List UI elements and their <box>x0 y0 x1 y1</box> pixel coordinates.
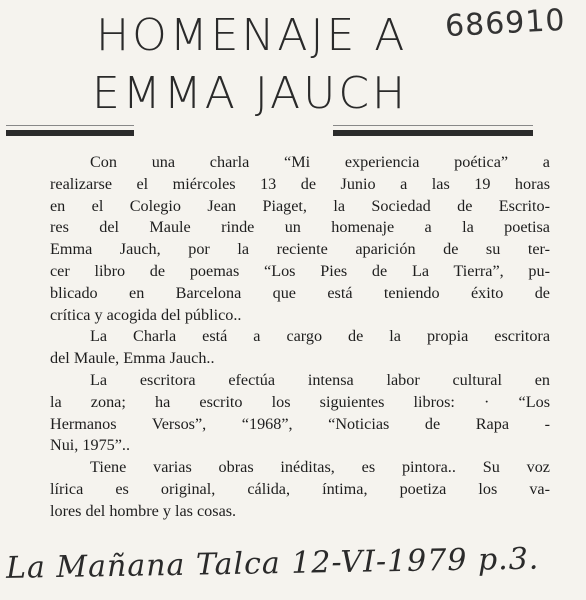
article-line: crítica y acogida del público.. <box>50 305 242 324</box>
article-line: blicado en Barcelona que está teniendo éxito de <box>50 283 550 302</box>
article-line: cer libro de poemas “Los Pies de La Tierra”, pu- <box>50 261 550 280</box>
handwritten-catalog-number: 686910 <box>444 2 567 45</box>
divider-left <box>6 130 134 136</box>
article-line: lírica es original, cálida, íntima, poetiza los va- <box>50 479 550 498</box>
article-line: res del Maule rinde un homenaje a la poetisa <box>50 218 550 237</box>
article-line: del Maule, Emma Jauch.. <box>50 349 215 368</box>
article-line: La Charla está a cargo de la propia escritora <box>90 327 550 346</box>
article-line: Hermanos Versos”, “1968”, “Noticias de Rapa - <box>50 414 550 433</box>
article-line: realizarse el miércoles 13 de Junio a las 19 horas <box>50 174 550 193</box>
article-body <box>50 152 550 523</box>
divider-right <box>333 130 533 136</box>
headline-line-1: HOMENAJE A <box>96 10 408 61</box>
article-line: Tiene varias obras inéditas, es pintora.. Su voz <box>90 458 550 477</box>
article-line: la zona; ha escrito los siguientes libros: · “Los <box>50 392 550 411</box>
article-line: Nui, 1975”.. <box>50 436 131 455</box>
article-line: lores del hombre y las cosas. <box>50 501 237 520</box>
article-line: La escritora efectúa intensa labor cultural en <box>90 370 550 389</box>
handwritten-source-citation: La Mañana Talca 12-VI-1979 p.3. <box>5 541 540 586</box>
article-line: Con una charla “Mi experiencia poética” a <box>90 153 550 171</box>
article-line: en el Colegio Jean Piaget, la Sociedad de Escrito- <box>50 196 550 215</box>
headline-line-2: EMMA JAUCH <box>92 68 409 119</box>
article-line: Emma Jauch, por la reciente aparición de su ter- <box>50 240 550 259</box>
